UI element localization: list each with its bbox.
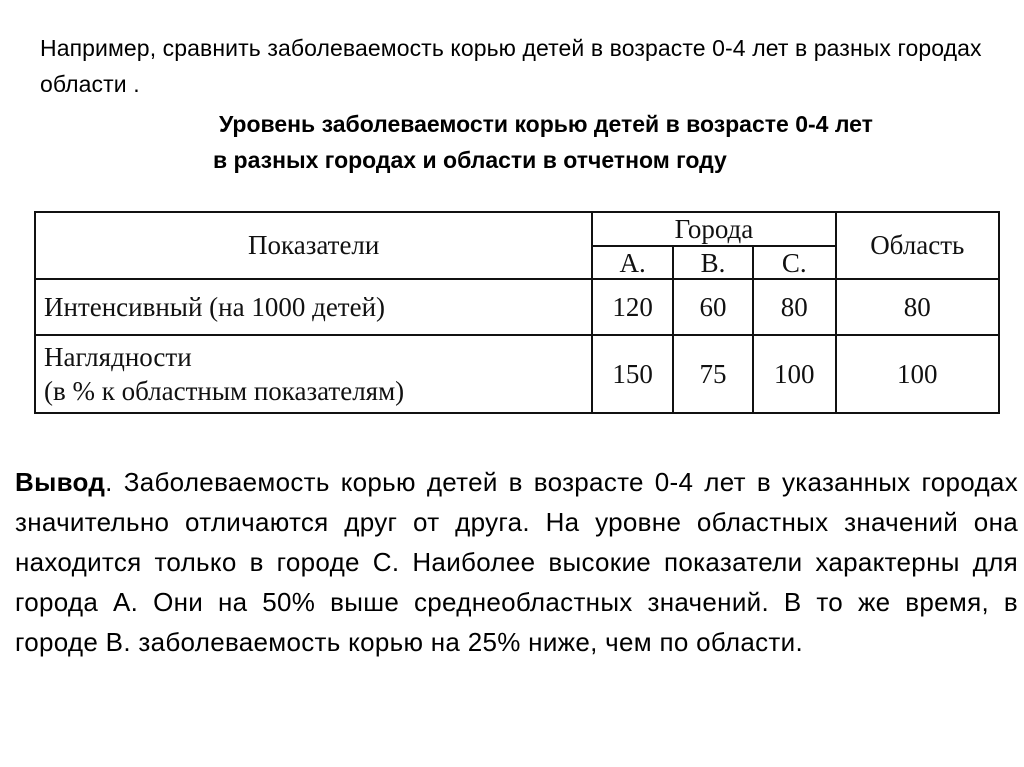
cell-city-c: 100 <box>753 335 835 413</box>
row-label <box>35 279 592 335</box>
row-label-line1: Наглядности <box>44 342 192 372</box>
table-row <box>35 279 999 335</box>
conclusion-text <box>15 462 1018 662</box>
intro-text: Например, сравнить заболеваемость корью детей в возрасте 0-4 лет в разных городах области . <box>40 35 982 97</box>
table-title-line1: Уровень заболеваемости корью детей в возрасте 0-4 лет <box>219 111 873 137</box>
header-city-a: А. <box>592 246 673 279</box>
header-indicators: Показатели <box>35 212 592 279</box>
header-cities: Города <box>592 212 835 246</box>
cell-region: 100 <box>836 335 1000 413</box>
cell-city-c: 80 <box>753 279 835 335</box>
cell-city-b: 75 <box>673 335 753 413</box>
table-title-line2: в разных городах и области в отчетном году <box>213 147 727 173</box>
morbidity-table <box>34 211 1000 414</box>
row-label <box>35 335 592 413</box>
cell-region: 80 <box>836 279 1000 335</box>
table-row <box>35 335 999 413</box>
row-label-line2: (в % к областным показателям) <box>44 376 405 406</box>
row-label-line1: Интенсивный (на 1000 детей) <box>44 291 386 322</box>
conclusion-lead: Вывод <box>15 467 106 497</box>
header-city-b: В. <box>673 246 753 279</box>
header-region: Область <box>836 212 1000 279</box>
cell-city-a: 150 <box>592 335 673 413</box>
conclusion-body: . Заболеваемость корью детей в возрасте 0-4 лет в указанных городах значительно отличаются друг от друга. На уровне областных значений она находится только в городе С. Наиболее высокие показатели характерны для города А. Они на 50% выше среднеобластных значений. В то же время, в городе В. заболеваемость корью на 25% ниже, чем по области. <box>15 467 1018 657</box>
cell-city-b: 60 <box>673 279 753 335</box>
header-city-c: С. <box>753 246 835 279</box>
cell-city-a: 120 <box>592 279 673 335</box>
table-title <box>200 106 1000 178</box>
table-header-row <box>35 212 999 246</box>
